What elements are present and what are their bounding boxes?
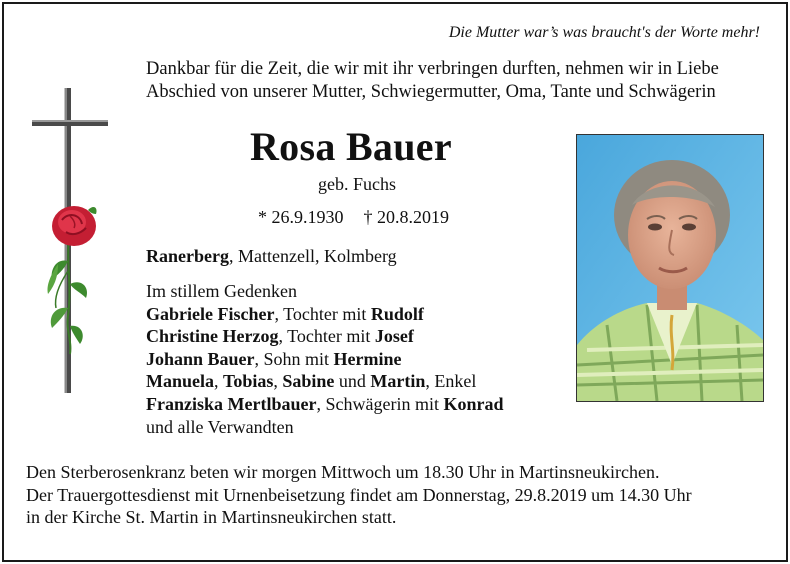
death-date: † 20.8.2019 [363,207,449,227]
mourner-partner: Hermine [333,348,402,369]
mourners-heading: Im stillem Gedenken [146,281,297,301]
mourner-name: Christine Herzog [146,326,279,347]
deceased-name: Rosa Bauer [250,124,452,169]
funeral-info: Der Trauergottesdienst mit Urnenbeisetzung findet am Donnerstag, 29.8.2019 um 14.30 Uhr [26,484,692,505]
grandchild-name: Tobias [223,371,274,392]
mourner-relation: , Enkel [425,371,477,392]
rosary-info: Den Sterberosenkranz beten wir morgen Mittwoch um 18.30 Uhr in Martinsneukirchen. [26,462,660,482]
mourner-row [146,393,503,416]
life-dates [258,207,449,228]
places [146,246,397,267]
grandchild-name: Manuela [146,371,215,392]
mourner-name: Franziska Mertlbauer [146,393,317,414]
mourner-relation: , Tochter mit [278,326,375,347]
mourner-partner: Josef [374,326,414,347]
mourner-name: Gabriele Fischer [146,303,275,324]
mourner-partner: Konrad [443,393,504,414]
mourner-relation: , Tochter mit [274,303,371,324]
mourner-row [146,348,503,371]
church-info: in der Kirche St. Martin in Martinsneukirchen statt. [26,507,397,527]
cross-with-rose-icon [28,86,112,396]
mourners-list [146,280,503,438]
mourner-row [146,370,503,393]
mourner-name: Johann Bauer [146,348,255,369]
birth-name: geb. Fuchs [318,174,396,194]
separator: und [334,371,371,392]
obituary-card [2,2,788,562]
intro-line-1: Dankbar für die Zeit, die wir mit ihr verbringen durften, nehmen wir in Liebe [146,59,719,79]
intro-line-2: Abschied von unserer Mutter, Schwiegermutter, Oma, Tante und Schwägerin [146,82,716,102]
mourner-row [146,325,503,348]
mourner-relation: , Schwägerin mit [316,393,444,414]
service-info [26,461,692,529]
portrait-photo-icon [577,135,763,401]
places-rest: , Mattenzell, Kolmberg [228,246,397,266]
separator: , [214,371,224,392]
mourner-relation: , Sohn mit [254,348,334,369]
grandchild-name: Martin [370,371,426,392]
intro-text [146,58,766,104]
separator: , [273,371,283,392]
mourners-closing: und alle Verwandten [146,416,294,437]
birth-date: * 26.9.1930 [258,207,344,227]
mourner-partner: Rudolf [370,303,424,324]
grandchild-name: Sabine [282,371,335,392]
place-main: Ranerberg [146,246,229,266]
mourner-row [146,303,503,326]
portrait-photo [576,134,764,402]
motto: Die Mutter war’s was braucht's der Worte mehr! [448,24,760,41]
